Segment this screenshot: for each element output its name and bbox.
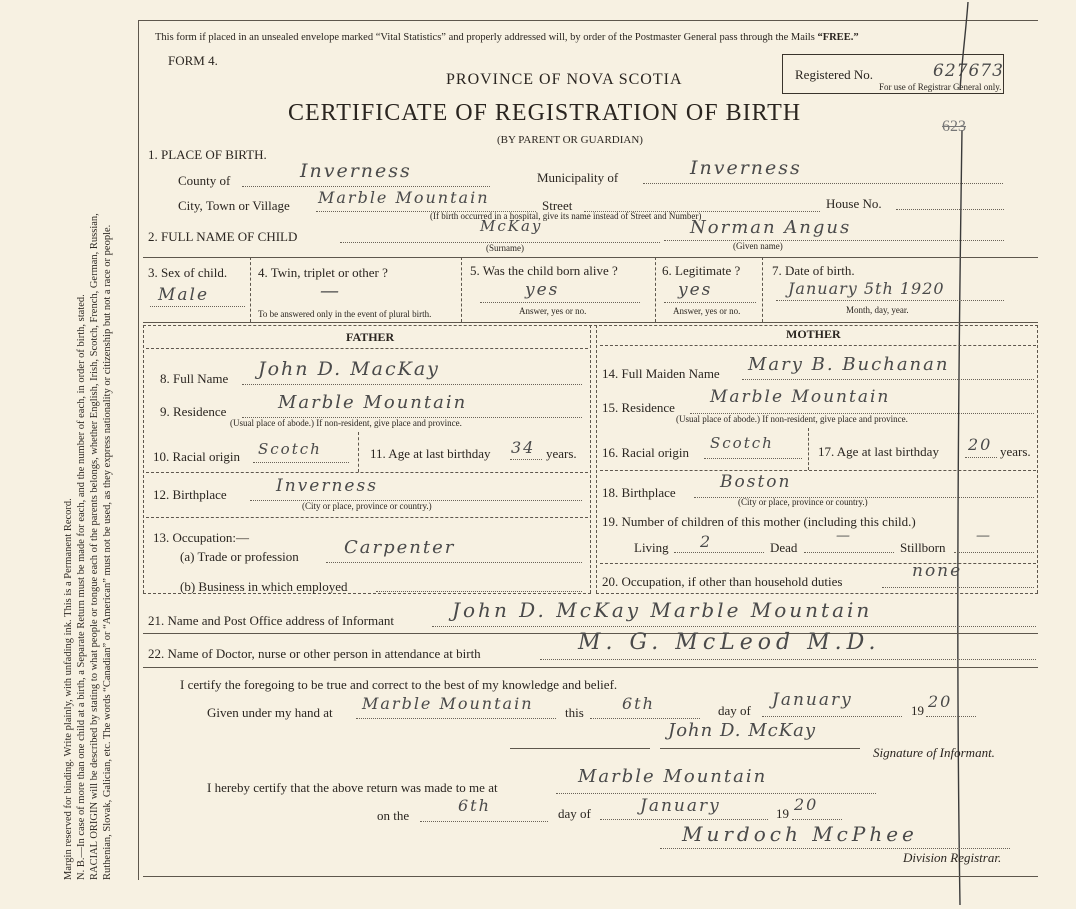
registered-number: 627673 bbox=[933, 61, 1004, 81]
mother-occupation-label: 20. Occupation, if other than household duties bbox=[602, 574, 843, 589]
informant-label: 21. Name and Post Office address of Informant bbox=[148, 613, 394, 628]
mother-left bbox=[596, 325, 597, 593]
informant-value: John D. McKay Marble Mountain bbox=[452, 598, 873, 622]
alive-value: yes bbox=[525, 280, 560, 300]
stillborn-label: Stillborn bbox=[900, 540, 946, 555]
return-day-line bbox=[420, 821, 548, 822]
return-day-value: 6th bbox=[458, 796, 491, 815]
informant-line bbox=[432, 626, 1036, 627]
top-notice: This form if placed in an unsealed envelope marked “Vital Statistics” and properly addressed will, by order of the Postmaster General pass through the Mails “FREE.” bbox=[155, 32, 859, 43]
date-caption: Month, day, year. bbox=[846, 305, 909, 315]
mother-abode-note: (Usual place of abode.) If non-resident, give place and province. bbox=[676, 414, 908, 424]
mother-heading: MOTHER bbox=[786, 327, 841, 341]
mother-racial-rule bbox=[600, 470, 1036, 471]
mother-bottom bbox=[596, 593, 1038, 594]
alive-caption: Answer, yes or no. bbox=[519, 306, 587, 316]
living-value: 2 bbox=[700, 532, 713, 551]
father-heading-rule bbox=[146, 348, 588, 349]
row3-bottom bbox=[143, 322, 1038, 323]
signature-caption: Signature of Informant. bbox=[873, 745, 995, 760]
year-prefix: 19 bbox=[911, 703, 924, 718]
house-line bbox=[896, 209, 1004, 210]
father-abode-note: (Usual place of abode.) If non-resident, give place and province. bbox=[230, 418, 462, 428]
mother-racial-label: 16. Racial origin bbox=[602, 445, 690, 460]
doctor-line bbox=[540, 659, 1036, 660]
given-line bbox=[664, 240, 1004, 241]
sex-value: Male bbox=[158, 285, 210, 305]
father-name-label: 8. Full Name bbox=[160, 371, 229, 386]
side-note-3: RACIAL ORIGIN will be described by stating to what people or tongue each of the parents belongs, whether English, Irish, Scotch, French, German, Russian, bbox=[89, 213, 100, 880]
county-value: Inverness bbox=[300, 160, 412, 182]
stillborn-line bbox=[954, 552, 1034, 553]
child-surname: McKay bbox=[480, 217, 543, 235]
father-left bbox=[143, 325, 144, 593]
mother-years-label: years. bbox=[1000, 444, 1031, 459]
mother-children-label: 19. Number of children of this mother (including this child.) bbox=[602, 514, 916, 529]
mother-name-label: 14. Full Maiden Name bbox=[602, 366, 720, 381]
mother-right bbox=[1037, 325, 1038, 593]
mother-age-value: 20 bbox=[968, 435, 993, 454]
dead-line bbox=[804, 552, 894, 553]
twin-value: — bbox=[320, 280, 341, 302]
side-note-4: Ruthenian, Slovak, Galician, etc. The words “Canadian” or “American” must not be used, as they express nationality or citizenship but not a race or people. bbox=[102, 224, 113, 880]
informant-signature: John D. McKay bbox=[668, 720, 817, 741]
legit-line bbox=[664, 302, 756, 303]
row3-div4 bbox=[762, 257, 763, 322]
mother-name-value: Mary B. Buchanan bbox=[748, 354, 950, 375]
return-place-line bbox=[556, 793, 876, 794]
alive-label: 5. Was the child born alive ? bbox=[470, 263, 618, 278]
father-birthplace-rule bbox=[146, 517, 588, 518]
given-year-value: 20 bbox=[928, 692, 953, 711]
child-given-name: Norman Angus bbox=[690, 217, 852, 238]
father-years-label: years. bbox=[546, 446, 577, 461]
twin-note: To be answered only in the event of plural birth. bbox=[258, 309, 432, 319]
mother-occupation-value: none bbox=[912, 561, 963, 581]
house-label: House No. bbox=[826, 196, 882, 211]
mother-birthplace-label: 18. Birthplace bbox=[602, 485, 676, 500]
father-age-line bbox=[510, 459, 542, 460]
bottom-border bbox=[143, 876, 1038, 877]
child-name-label: 2. FULL NAME OF CHILD bbox=[148, 229, 298, 244]
street-label: Street bbox=[542, 198, 573, 213]
registrar-signature: Murdoch McPhee bbox=[682, 822, 918, 846]
certificate-title: CERTIFICATE OF REGISTRATION OF BIRTH bbox=[288, 100, 802, 126]
this-label: this bbox=[565, 705, 584, 720]
date-label: 7. Date of birth. bbox=[772, 263, 855, 278]
mother-age-label: 17. Age at last birthday bbox=[818, 444, 939, 459]
municipality-value: Inverness bbox=[690, 157, 802, 179]
certificate-subtitle: (BY PARENT OR GUARDIAN) bbox=[497, 134, 643, 146]
row3-top bbox=[143, 257, 1038, 258]
date-value: January 5th 1920 bbox=[788, 279, 945, 298]
father-racial-label: 10. Racial origin bbox=[153, 449, 241, 464]
return-year-value: 20 bbox=[794, 795, 819, 814]
mother-occupation-line bbox=[882, 587, 1034, 588]
given-place-line bbox=[356, 718, 556, 719]
certify-text: I certify the foregoing to be true and correct to the best of my knowledge and belief. bbox=[180, 677, 618, 692]
mother-residence-label: 15. Residence bbox=[602, 400, 675, 415]
father-trade-value: Carpenter bbox=[344, 537, 456, 558]
mother-heading-rule bbox=[600, 345, 1036, 346]
father-trade-line bbox=[326, 562, 582, 563]
father-age-label: 11. Age at last birthday bbox=[370, 446, 491, 461]
mother-children-rule bbox=[600, 563, 1036, 564]
father-age-value: 34 bbox=[511, 438, 536, 457]
registrar-use-note: For use of Registrar General only. bbox=[879, 82, 1002, 92]
father-residence-value: Marble Mountain bbox=[278, 392, 468, 413]
father-trade-label: (a) Trade or profession bbox=[180, 549, 299, 564]
registered-label: Registered No. bbox=[795, 67, 873, 82]
city-value: Marble Mountain bbox=[318, 188, 490, 207]
return-place-value: Marble Mountain bbox=[578, 766, 768, 787]
twin-label: 4. Twin, triplet or other ? bbox=[258, 265, 388, 280]
return-text: I hereby certify that the above return was made to me at bbox=[207, 780, 498, 795]
top-border bbox=[138, 20, 1038, 21]
place-of-birth-label: 1. PLACE OF BIRTH. bbox=[148, 147, 267, 162]
left-border bbox=[138, 20, 139, 880]
form-number: FORM 4. bbox=[168, 53, 218, 68]
province-heading: PROVINCE OF NOVA SCOTIA bbox=[446, 71, 683, 88]
county-label: County of bbox=[178, 173, 231, 188]
given-month-line bbox=[762, 716, 902, 717]
given-label: Given under my hand at bbox=[207, 705, 333, 720]
registrar-caption: Division Registrar. bbox=[903, 850, 1002, 865]
father-occupation-label: 13. Occupation:— bbox=[153, 530, 250, 545]
stamp-number: 623 bbox=[942, 118, 966, 135]
father-right bbox=[590, 325, 591, 593]
sex-line bbox=[150, 306, 245, 307]
father-business-line bbox=[376, 591, 582, 592]
doctor-value: M. G. McLeod M.D. bbox=[578, 630, 881, 655]
mother-racial-value: Scotch bbox=[710, 434, 774, 452]
county-line bbox=[242, 186, 490, 187]
living-line bbox=[674, 552, 764, 553]
side-notes bbox=[62, 50, 114, 880]
father-age-divider bbox=[358, 432, 359, 472]
registrar-sig-line bbox=[660, 848, 1010, 849]
informant-sig-line bbox=[510, 748, 650, 749]
given-day-line bbox=[590, 718, 700, 719]
stillborn-value: — bbox=[976, 528, 992, 544]
return-month-line bbox=[600, 819, 768, 820]
municipality-label: Municipality of bbox=[537, 170, 619, 185]
side-note-2: N. B.—In case of more than one child at a birth, a Separate Return must be made for each, and the number of each, in order of birth, stated. bbox=[76, 294, 87, 880]
mother-name-line bbox=[742, 379, 1034, 380]
surname-caption: (Surname) bbox=[486, 243, 524, 253]
date-line bbox=[776, 300, 1004, 301]
side-note-1: Margin reserved for binding. Write plainly, with unfading ink. This is a Permanent Record. bbox=[63, 498, 74, 880]
return-year-line bbox=[792, 819, 842, 820]
hospital-note: (If birth occurred in a hospital, give its name instead of Street and Number) bbox=[430, 211, 702, 221]
given-month-value: January bbox=[772, 690, 853, 710]
doctor-label: 22. Name of Doctor, nurse or other person in attendance at birth bbox=[148, 646, 481, 661]
row3-div3 bbox=[655, 257, 656, 322]
given-place-value: Marble Mountain bbox=[362, 694, 534, 713]
mother-racial-line bbox=[704, 458, 802, 459]
given-day-value: 6th bbox=[622, 694, 655, 713]
return-year-prefix: 19 bbox=[776, 806, 789, 821]
municipality-line bbox=[643, 183, 1003, 184]
row3-div2 bbox=[461, 257, 462, 322]
return-day-of-label: day of bbox=[558, 806, 591, 821]
father-name-value: John D. MacKay bbox=[258, 358, 440, 380]
dead-value: — bbox=[836, 528, 852, 544]
day-of-label: day of bbox=[718, 703, 751, 718]
sex-label: 3. Sex of child. bbox=[148, 265, 228, 280]
father-birthplace-note: (City or place, province or country.) bbox=[302, 501, 432, 511]
father-name-line bbox=[242, 384, 582, 385]
father-business-label: (b) Business in which employed bbox=[180, 579, 348, 594]
father-birthplace-value: Inverness bbox=[276, 476, 378, 496]
given-caption: (Given name) bbox=[733, 241, 783, 251]
legit-caption: Answer, yes or no. bbox=[673, 306, 741, 316]
informant-sig-line-2 bbox=[660, 748, 860, 749]
father-racial-rule bbox=[146, 472, 588, 473]
father-heading: FATHER bbox=[346, 330, 395, 344]
city-label: City, Town or Village bbox=[178, 198, 290, 213]
living-label: Living bbox=[634, 540, 669, 555]
legit-label: 6. Legitimate ? bbox=[662, 263, 741, 278]
mother-residence-value: Marble Mountain bbox=[710, 387, 891, 407]
doctor-rule bbox=[143, 667, 1038, 668]
father-birthplace-label: 12. Birthplace bbox=[153, 487, 227, 502]
legit-value: yes bbox=[678, 280, 713, 300]
given-year-line bbox=[926, 716, 976, 717]
mother-age-divider bbox=[808, 428, 809, 470]
father-racial-line bbox=[253, 462, 349, 463]
mother-birthplace-note: (City or place, province or country.) bbox=[738, 497, 868, 507]
row3-div1 bbox=[250, 257, 251, 322]
mother-age-line bbox=[965, 457, 997, 458]
dead-label: Dead bbox=[770, 540, 798, 555]
alive-line bbox=[480, 302, 640, 303]
mother-birthplace-value: Boston bbox=[720, 472, 792, 492]
on-the-label: on the bbox=[377, 808, 410, 823]
return-month-value: January bbox=[640, 796, 721, 816]
father-residence-label: 9. Residence bbox=[160, 404, 227, 419]
father-racial-value: Scotch bbox=[258, 440, 322, 458]
